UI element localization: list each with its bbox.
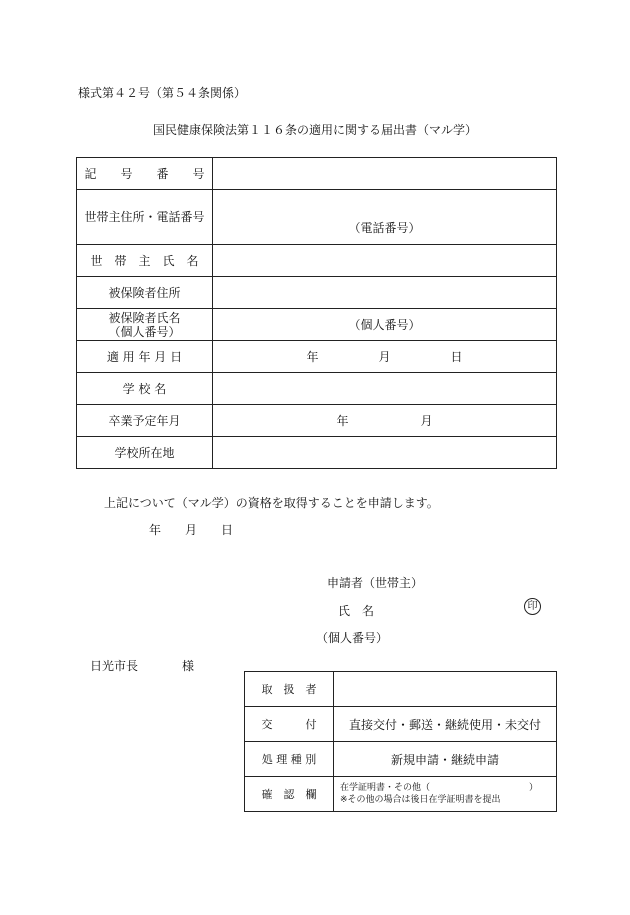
- form-number: 様式第４２号（第５４条関係）: [78, 86, 247, 100]
- table-row: [245, 672, 557, 707]
- table-row: [245, 707, 557, 742]
- office-use-table: [244, 671, 557, 812]
- declaration-date[interactable]: 年 月 日: [149, 523, 234, 537]
- row-label-insured-address: 被保険者住所: [77, 277, 213, 309]
- row-label-school-address: 学校所在地: [77, 437, 213, 469]
- addressee-honorific: 様: [182, 659, 195, 673]
- addressee-name: 日光市長: [90, 659, 139, 673]
- phone-number-label: （電話番号）: [348, 221, 421, 235]
- table-row: [77, 341, 557, 373]
- row-label-application-date: 適 用 年 月 日: [77, 341, 213, 373]
- office-process-type-options[interactable]: 新規申請・継続申請: [334, 742, 557, 777]
- office-label-process-type: 処 理 種 別: [245, 742, 334, 777]
- householder-address-field[interactable]: [213, 190, 557, 245]
- table-row: [77, 309, 557, 341]
- row-label-symbol-number: 記 号 番 号: [77, 158, 213, 190]
- document-title: 国民健康保険法第１１６条の適用に関する届出書（マル学）: [153, 123, 478, 137]
- table-row: [77, 245, 557, 277]
- office-handler-field[interactable]: [334, 672, 557, 707]
- main-form-table: [76, 157, 557, 469]
- table-row: [77, 277, 557, 309]
- table-row: [245, 742, 557, 777]
- school-name-field[interactable]: [213, 373, 557, 405]
- office-confirmation-field[interactable]: 在学証明書・その他（ ） ※その他の場合は後日在学証明書を提出: [334, 777, 557, 812]
- row-label-insured-name: 被保険者氏名 （個人番号）: [77, 309, 213, 341]
- school-address-field[interactable]: [213, 437, 557, 469]
- table-row: [77, 190, 557, 245]
- office-label-handler: 取 扱 者: [245, 672, 334, 707]
- row-label-householder-name: 世 帯 主 氏 名: [77, 245, 213, 277]
- table-row: [77, 373, 557, 405]
- application-date-field[interactable]: 年 月 日: [213, 341, 557, 373]
- applicant-personal-number: （個人番号）: [316, 631, 389, 645]
- table-row: [77, 405, 557, 437]
- office-label-confirmation: 確 認 欄: [245, 777, 334, 812]
- applicant-name-label: 氏 名: [338, 604, 375, 618]
- graduation-date-field[interactable]: 年 月: [213, 405, 557, 437]
- table-row: [77, 158, 557, 190]
- table-row: [77, 437, 557, 469]
- householder-name-field[interactable]: [213, 245, 557, 277]
- table-row: [245, 777, 557, 812]
- seal-icon: 印: [524, 598, 541, 615]
- declaration-text: 上記について（マル学）の資格を取得することを申請します。: [104, 496, 439, 510]
- office-label-issuance: 交 付: [245, 707, 334, 742]
- insured-name-field[interactable]: （個人番号）: [213, 309, 557, 341]
- symbol-number-field[interactable]: [213, 158, 557, 190]
- row-label-school-name: 学 校 名: [77, 373, 213, 405]
- row-label-graduation-date: 卒業予定年月: [77, 405, 213, 437]
- applicant-label: 申請者（世帯主）: [327, 576, 424, 590]
- insured-address-field[interactable]: [213, 277, 557, 309]
- office-issuance-options[interactable]: 直接交付・郵送・継続使用・未交付: [334, 707, 557, 742]
- row-label-householder-address: 世帯主住所・電話番号: [77, 190, 213, 245]
